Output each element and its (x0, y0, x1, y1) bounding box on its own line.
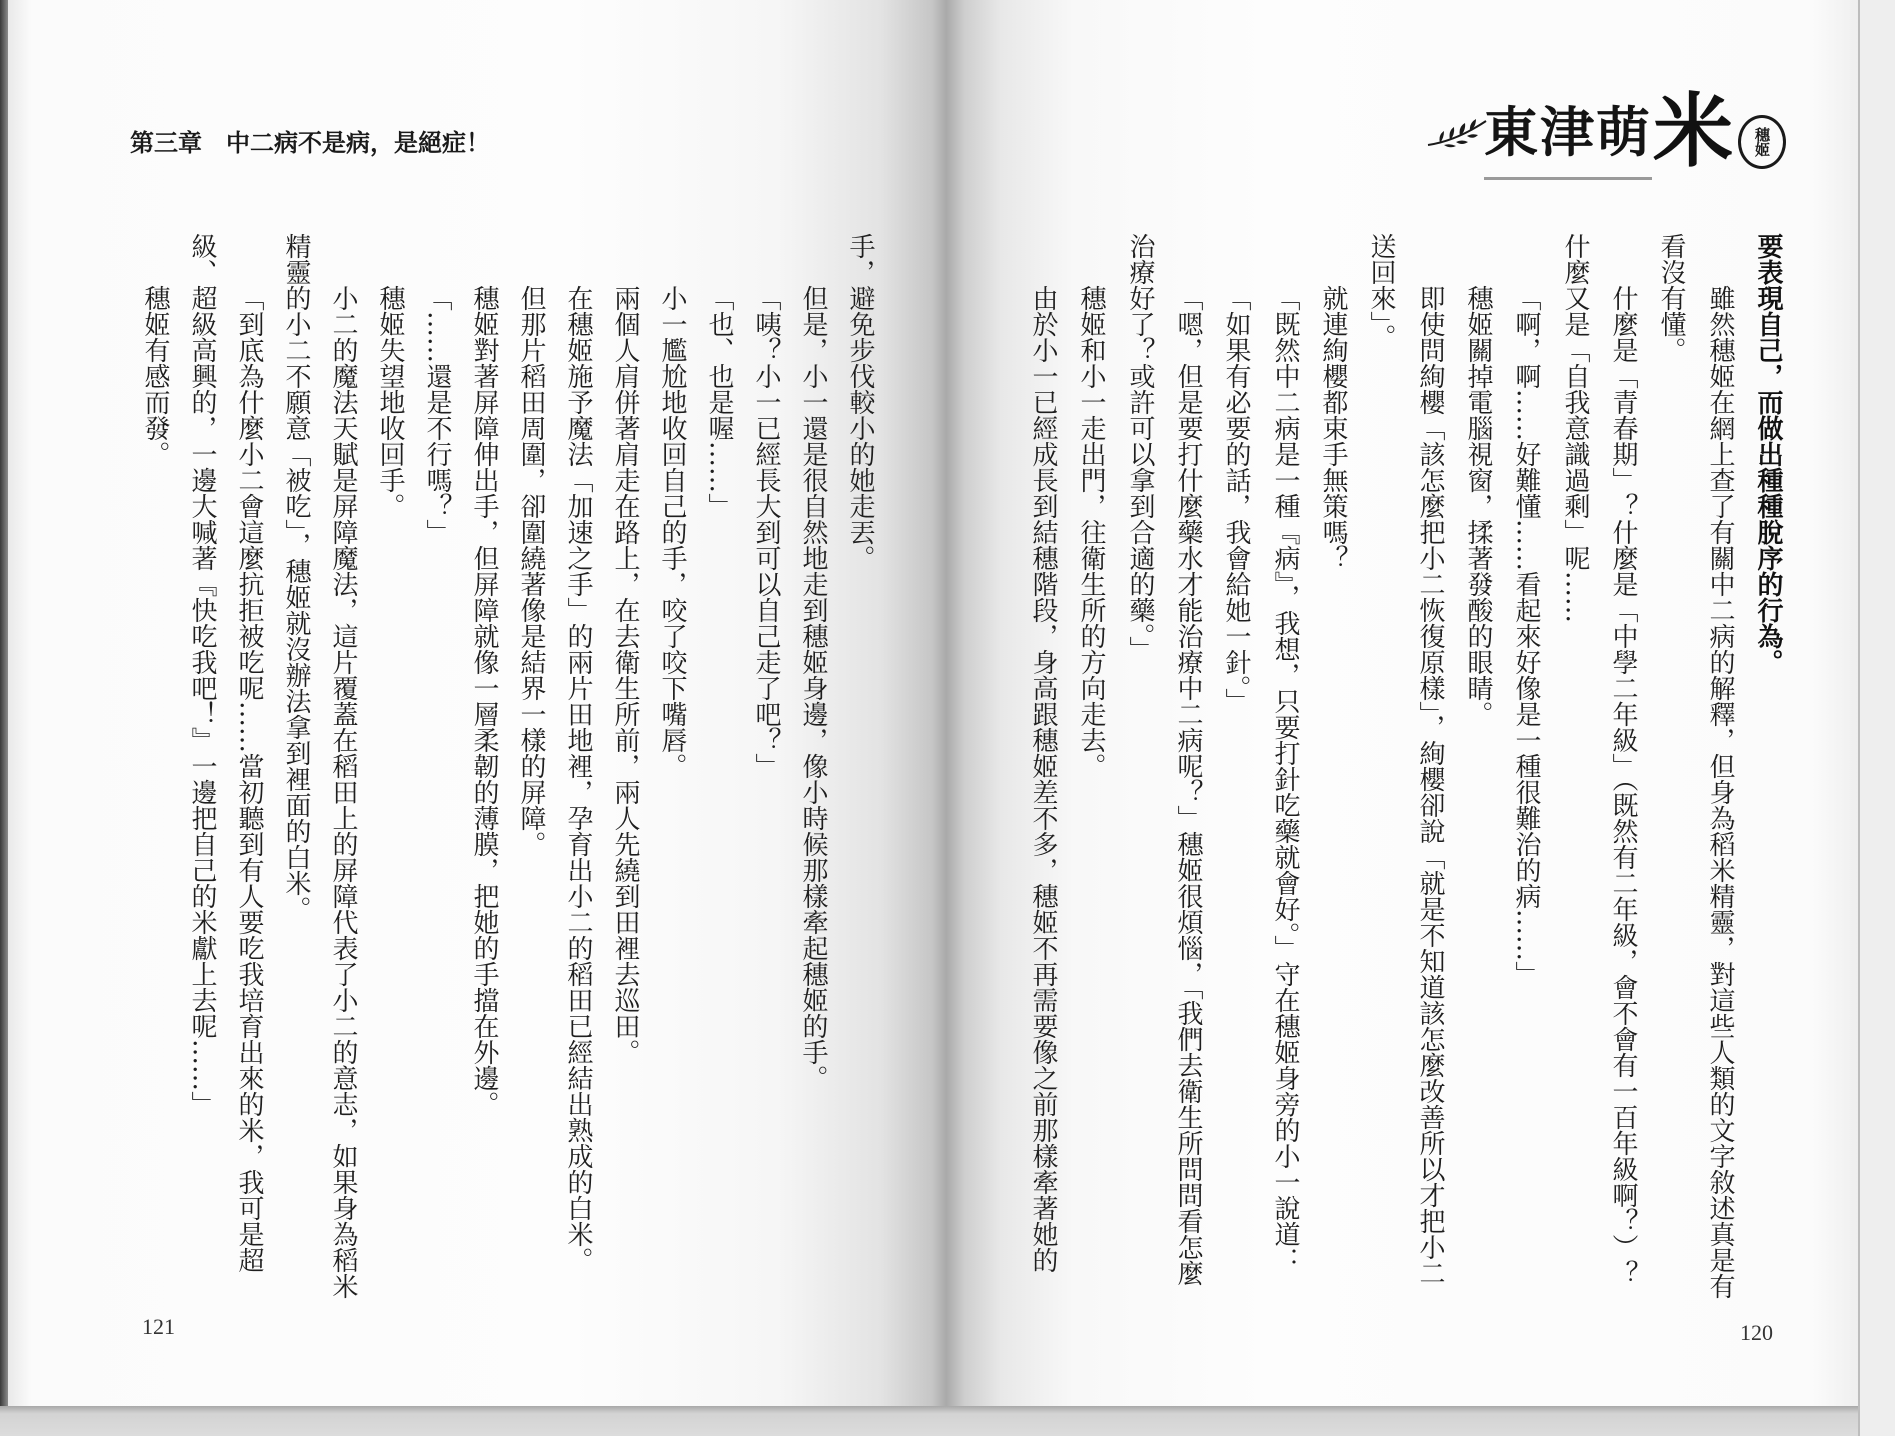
text-column: 但那片稻田周圍，卻圍繞著像是結界一樣的屏障。 (516, 285, 546, 857)
left-page (8, 0, 946, 1406)
text-column: 送回來」。 (1366, 233, 1396, 350)
rice-stalk-icon (1426, 115, 1488, 151)
logo-big-char: 米 (1653, 85, 1733, 178)
text-column: 級、超級高興的，一邊大喊著『快吃我吧！』一邊把自己的米獻上去呢……」 (187, 233, 217, 1117)
text-column: 雖然穗姬在網上查了有關中二病的解釋，但身為稻米精靈，對這些人類的文字敘述真是有 (1705, 285, 1735, 1299)
page-number: 121 (142, 1314, 175, 1339)
text-column: 看沒有懂。 (1656, 233, 1686, 363)
text-column: 穗姬對著屏障伸出手，但屏障就像一層柔韌的薄膜，把她的手擋在外邊。 (469, 285, 499, 1117)
text-column: 什麼又是「自我意識過剩」呢…… (1560, 233, 1590, 623)
text-column: 兩個人肩併著肩走在路上，在去衛生所前，兩人先繞到田裡去巡田。 (610, 285, 640, 1065)
text-column: 但是，小一還是很自然地走到穗姬身邊，像小時候那樣牽起穗姬的手。 (798, 285, 828, 1091)
text-column: 「啊，啊……好難懂……看起來好像是一種很難治的病……」 (1511, 285, 1541, 987)
text-column: 即使問絢櫻「該怎麼把小二恢復原樣」，絢櫻卻說「就是不知道該怎麼改善所以才把小二 (1415, 285, 1445, 1286)
text-column: 在穗姬施予魔法「加速之手」的兩片田地裡，孕育出小二的稻田已經結出熟成的白米。 (563, 285, 593, 1273)
book-edge-right (1858, 0, 1895, 1436)
text-column: 什麼是「青春期」？什麼是「中學二年級」（既然有二年級，會不會有一百年級啊？）？ (1608, 285, 1638, 1286)
text-column: 穗姬關掉電腦視窗，揉著發酸的眼睛。 (1463, 285, 1493, 727)
text-column: 「也、也是喔……」 (704, 285, 734, 519)
text-column: 就連絢櫻都束手無策嗎？ (1318, 285, 1348, 571)
logo-title: 東津萌 (1484, 101, 1652, 164)
text-column: 治療好了？或許可以拿到合適的藥。」 (1125, 233, 1155, 662)
logo-underline (1484, 177, 1652, 180)
book-edge-left (0, 0, 8, 1410)
text-column: 要表現自己，而做出種種脫序的行為。 (1753, 233, 1783, 675)
text-column: 「咦？小一已經長大到可以自己走了吧？」 (751, 285, 781, 779)
scan-bottom-edge (0, 1406, 1858, 1436)
text-column: 「……還是不行嗎？」 (422, 285, 452, 545)
text-column: 「到底為什麼小二會這麼抗拒被吃呢……當初聽到有人要吃我培育出來的米，我可是超 (234, 285, 264, 1273)
text-column: 小一尷尬地收回自己的手，咬了咬下嘴唇。 (657, 285, 687, 779)
text-column: 精靈的小二不願意「被吃」，穗姬就沒辦法拿到裡面的白米。 (281, 233, 311, 922)
text-column: 穗姬失望地收回手。 (375, 285, 405, 519)
text-column: 手，避免步伐較小的她走丟。 (845, 233, 875, 571)
text-column: 穗姬和小一走出門，往衛生所的方向走去。 (1076, 285, 1106, 779)
logo-seal (1738, 115, 1786, 169)
text-column: 「嗯，但是要打什麼藥水才能治療中二病呢？」穗姬很煩惱，「我們去衛生所問問看怎麼 (1173, 285, 1203, 1286)
text-column: 由於小一已經成長到結穗階段，身高跟穗姬差不多，穗姬不再需要像之前那樣牽著她的 (1028, 285, 1058, 1273)
text-column: 小二的魔法天賦是屏障魔法，這片覆蓋在稻田上的屏障代表了小二的意志，如果身為稻米 (328, 285, 358, 1299)
logo-seal-text: 穗姬 (1753, 127, 1771, 157)
right-page (946, 0, 1858, 1408)
chapter-header: 第三章 中二病不是病，是絕症！ (130, 129, 490, 157)
series-logo (1426, 85, 1788, 184)
text-column: 穗姬有感而發。 (140, 285, 170, 467)
text-column: 「如果有必要的話，我會給她一針。」 (1221, 285, 1251, 714)
page-number: 120 (1740, 1320, 1773, 1345)
text-column: 「既然中二病是一種『病』，我想，只要打針吃藥就會好。」守在穗姬身旁的小一說道： (1270, 285, 1300, 1273)
